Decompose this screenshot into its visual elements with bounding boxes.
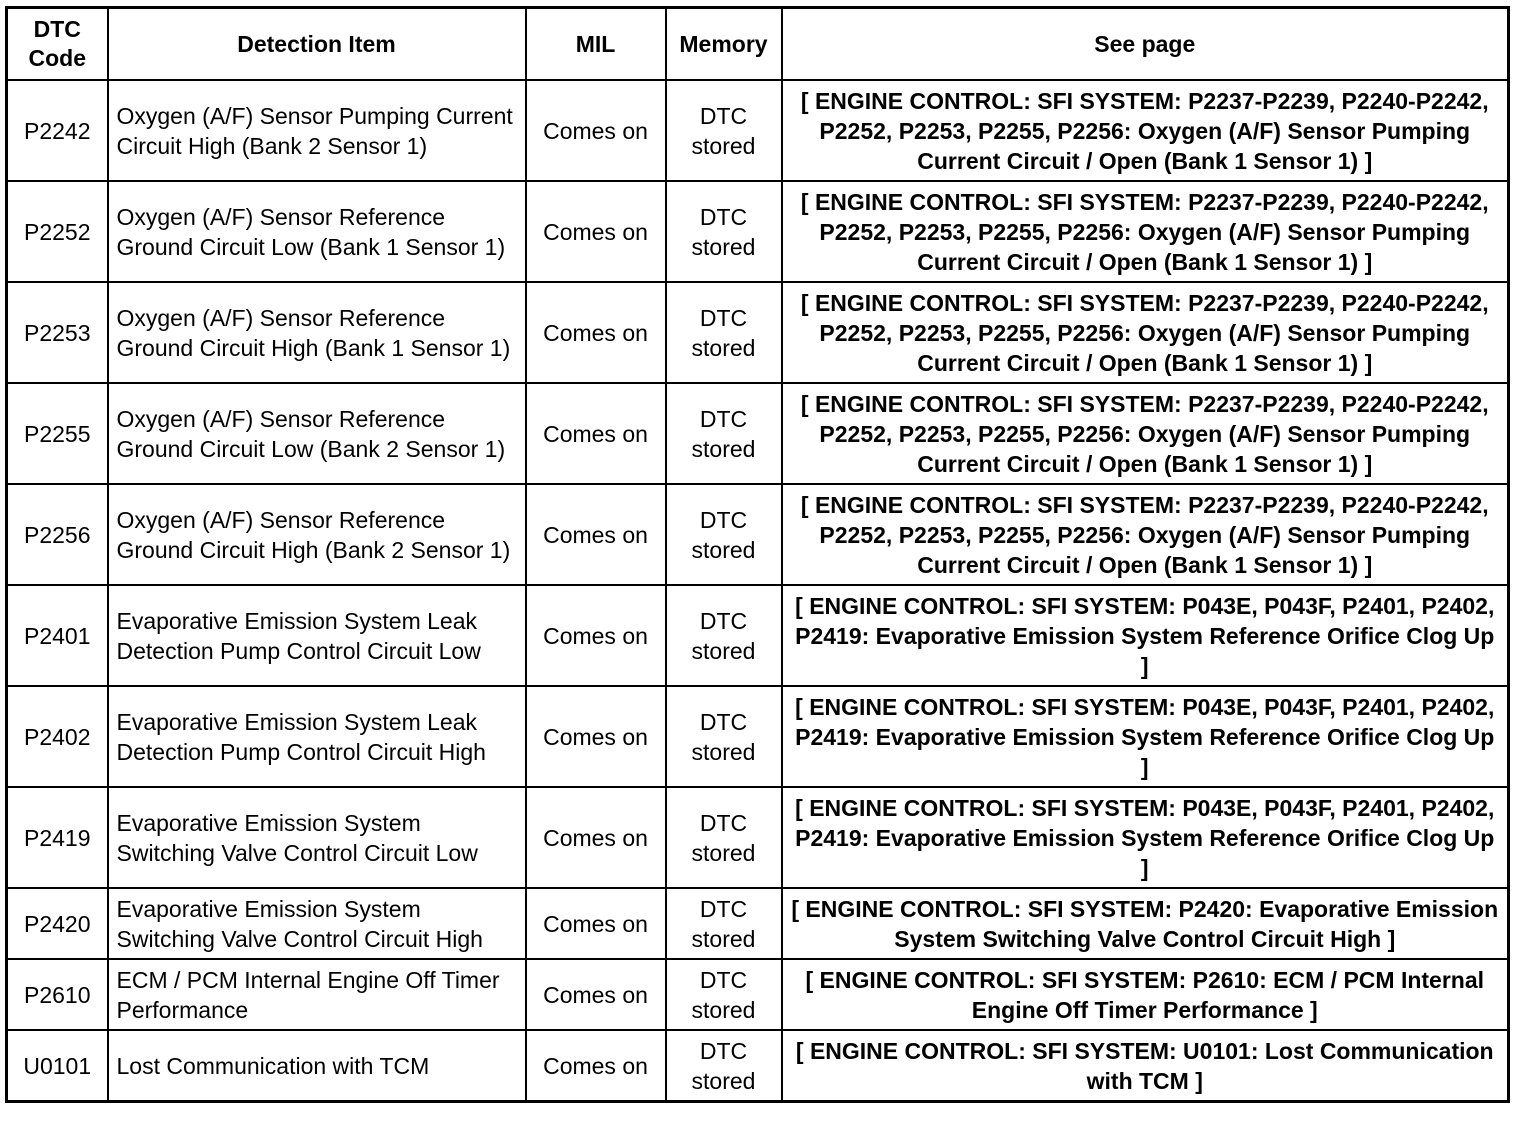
memory-cell-text: DTC stored (691, 203, 756, 260)
detection-item-cell: Evaporative Emission System Switching Valve Control Circuit Low (108, 787, 526, 888)
dtc-code-cell: P2610 (7, 959, 108, 1030)
detection-item-cell: Evaporative Emission System Switching Valve Control Circuit High (108, 888, 526, 959)
see-page-link[interactable]: [ ENGINE CONTROL: SFI SYSTEM: P2237-P2239, P2240-P2242, P2252, P2253, P2255, P2256: Oxygen (A/F) Sensor Pumping Current Circuit / Open (Bank 1 Sensor 1) ] (782, 484, 1509, 585)
detection-item-cell: ECM / PCM Internal Engine Off Timer Performance (108, 959, 526, 1030)
table-row (7, 80, 1509, 181)
see-page-link[interactable]: [ ENGINE CONTROL: SFI SYSTEM: P2237-P2239, P2240-P2242, P2252, P2253, P2255, P2256: Oxygen (A/F) Sensor Pumping Current Circuit / Open (Bank 1 Sensor 1) ] (782, 181, 1509, 282)
see-page-link[interactable]: [ ENGINE CONTROL: SFI SYSTEM: P2237-P2239, P2240-P2242, P2252, P2253, P2255, P2256: Oxygen (A/F) Sensor Pumping Current Circuit / Open (Bank 1 Sensor 1) ] (782, 282, 1509, 383)
dtc-code-cell: P2255 (7, 383, 108, 484)
header-detection-item: Detection Item (108, 8, 526, 81)
memory-cell-text: DTC stored (691, 895, 756, 952)
memory-cell (666, 383, 782, 484)
see-page-link[interactable]: [ ENGINE CONTROL: SFI SYSTEM: P2420: Evaporative Emission System Switching Valve Control Circuit High ] (782, 888, 1509, 959)
dtc-code-cell: U0101 (7, 1030, 108, 1102)
mil-cell: Comes on (526, 383, 666, 484)
detection-item-cell: Oxygen (A/F) Sensor Reference Ground Circuit Low (Bank 2 Sensor 1) (108, 383, 526, 484)
table-row (7, 282, 1509, 383)
memory-cell (666, 181, 782, 282)
table-header-row (7, 8, 1509, 81)
detection-item-cell: Oxygen (A/F) Sensor Reference Ground Circuit High (Bank 2 Sensor 1) (108, 484, 526, 585)
memory-cell-text: DTC stored (691, 809, 756, 866)
mil-cell: Comes on (526, 484, 666, 585)
see-page-link[interactable]: [ ENGINE CONTROL: SFI SYSTEM: P2237-P2239, P2240-P2242, P2252, P2253, P2255, P2256: Oxygen (A/F) Sensor Pumping Current Circuit / Open (Bank 1 Sensor 1) ] (782, 80, 1509, 181)
memory-cell (666, 686, 782, 787)
table-row (7, 585, 1509, 686)
table-row (7, 181, 1509, 282)
mil-cell: Comes on (526, 181, 666, 282)
memory-cell (666, 585, 782, 686)
memory-cell-text: DTC stored (691, 966, 756, 1023)
header-mil: MIL (526, 8, 666, 81)
header-dtc-code-label: DTC Code (28, 16, 86, 71)
mil-cell: Comes on (526, 80, 666, 181)
dtc-code-cell: P2252 (7, 181, 108, 282)
dtc-code-cell: P2401 (7, 585, 108, 686)
detection-item-cell: Oxygen (A/F) Sensor Pumping Current Circuit High (Bank 2 Sensor 1) (108, 80, 526, 181)
memory-cell (666, 80, 782, 181)
detection-item-cell: Lost Communication with TCM (108, 1030, 526, 1102)
detection-item-cell: Evaporative Emission System Leak Detection Pump Control Circuit High (108, 686, 526, 787)
mil-cell: Comes on (526, 282, 666, 383)
memory-cell-text: DTC stored (691, 102, 756, 159)
mil-cell: Comes on (526, 1030, 666, 1102)
detection-item-cell: Oxygen (A/F) Sensor Reference Ground Circuit High (Bank 1 Sensor 1) (108, 282, 526, 383)
dtc-code-cell: P2256 (7, 484, 108, 585)
memory-cell-text: DTC stored (691, 405, 756, 462)
header-memory: Memory (666, 8, 782, 81)
dtc-code-cell: P2420 (7, 888, 108, 959)
dtc-code-cell: P2253 (7, 282, 108, 383)
detection-item-cell: Evaporative Emission System Leak Detection Pump Control Circuit Low (108, 585, 526, 686)
table-row (7, 686, 1509, 787)
table-row (7, 484, 1509, 585)
see-page-link[interactable]: [ ENGINE CONTROL: SFI SYSTEM: P043E, P043F, P2401, P2402, P2419: Evaporative Emission System Reference Orifice Clog Up ] (782, 686, 1509, 787)
dtc-code-cell: P2419 (7, 787, 108, 888)
memory-cell-text: DTC stored (691, 708, 756, 765)
see-page-link[interactable]: [ ENGINE CONTROL: SFI SYSTEM: P2610: ECM / PCM Internal Engine Off Timer Performance ] (782, 959, 1509, 1030)
see-page-link[interactable]: [ ENGINE CONTROL: SFI SYSTEM: P2237-P2239, P2240-P2242, P2252, P2253, P2255, P2256: Oxygen (A/F) Sensor Pumping Current Circuit / Open (Bank 1 Sensor 1) ] (782, 383, 1509, 484)
memory-cell-text: DTC stored (691, 607, 756, 664)
memory-cell (666, 888, 782, 959)
detection-item-cell: Oxygen (A/F) Sensor Reference Ground Circuit Low (Bank 1 Sensor 1) (108, 181, 526, 282)
header-dtc-code (7, 8, 108, 81)
header-see-page: See page (782, 8, 1509, 81)
memory-cell (666, 282, 782, 383)
mil-cell: Comes on (526, 585, 666, 686)
see-page-link[interactable]: [ ENGINE CONTROL: SFI SYSTEM: P043E, P043F, P2401, P2402, P2419: Evaporative Emission System Reference Orifice Clog Up ] (782, 787, 1509, 888)
document-page (5, 6, 1510, 1103)
memory-cell (666, 484, 782, 585)
memory-cell-text: DTC stored (691, 506, 756, 563)
see-page-link[interactable]: [ ENGINE CONTROL: SFI SYSTEM: U0101: Lost Communication with TCM ] (782, 1030, 1509, 1102)
memory-cell (666, 959, 782, 1030)
memory-cell-text: DTC stored (691, 1037, 756, 1094)
memory-cell (666, 1030, 782, 1102)
dtc-code-cell: P2402 (7, 686, 108, 787)
memory-cell-text: DTC stored (691, 304, 756, 361)
table-row (7, 1030, 1509, 1102)
memory-cell (666, 787, 782, 888)
table-row (7, 959, 1509, 1030)
mil-cell: Comes on (526, 787, 666, 888)
table-row (7, 888, 1509, 959)
mil-cell: Comes on (526, 686, 666, 787)
mil-cell: Comes on (526, 959, 666, 1030)
dtc-table (5, 6, 1510, 1103)
see-page-link[interactable]: [ ENGINE CONTROL: SFI SYSTEM: P043E, P043F, P2401, P2402, P2419: Evaporative Emission System Reference Orifice Clog Up ] (782, 585, 1509, 686)
table-row (7, 383, 1509, 484)
table-row (7, 787, 1509, 888)
dtc-code-cell: P2242 (7, 80, 108, 181)
mil-cell: Comes on (526, 888, 666, 959)
